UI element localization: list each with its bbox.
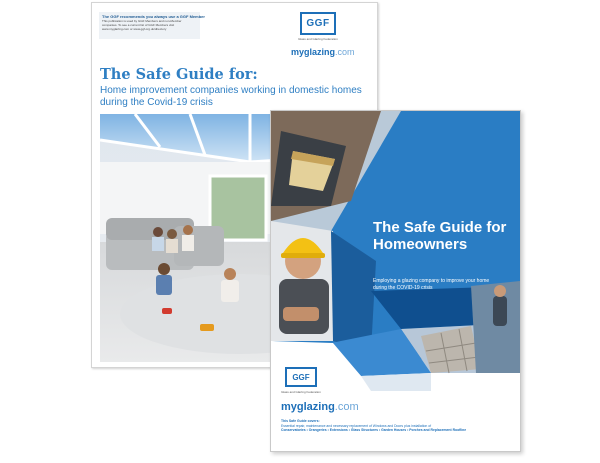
coverage-intro: This Safe Guide covers: [281, 419, 320, 423]
ggf-logo-icon [300, 12, 336, 35]
business-guide-subtitle: Home improvement companies working in domestic homes during the Covid-19 crisis [100, 85, 362, 108]
coverage-line-2: Conservatories • Orangeries • Extensions • Glass Structures • Garden Houses • Porches and Replacement Roofline [281, 428, 467, 433]
ggf-logo-subtitle: Glass and Glazing Federation [298, 37, 338, 41]
member-notice-box [99, 12, 205, 39]
myglazing-logo-tld: .com [334, 401, 359, 413]
homeowner-guide-title: The Safe Guide for Homeowners [373, 219, 507, 253]
business-guide-title: The Safe Guide for: [100, 66, 258, 83]
myglazing-logo-main: myglazing [291, 47, 336, 57]
member-notice-title: The GGF recommends you always use a GGF Member [102, 14, 205, 19]
window-fitter-photo [471, 281, 520, 373]
ggf-logo-subtitle: Glass and Glazing Federation [281, 390, 321, 394]
coverage-line-1: Essential repair, maintenance and necessary replacement of Windows and Doors plus installation of [281, 423, 432, 428]
myglazing-logo-main: myglazing [281, 401, 335, 413]
myglazing-logo-icon [291, 47, 355, 57]
myglazing-logo-icon [281, 401, 359, 413]
homeowner-guide-tagline: Employing a glazing company to improve your home during the COVID-19 crisis [373, 278, 490, 291]
ggf-logo-icon [285, 367, 317, 387]
worker-photo [279, 238, 329, 334]
ggf-logo-text: GGF [292, 372, 310, 382]
myglazing-logo-tld: .com [335, 47, 355, 57]
guide-coverage-footer [281, 419, 513, 433]
homeowner-guide-cover [270, 110, 521, 452]
ggf-logo-text: GGF [306, 18, 330, 29]
member-notice-body: This publication is used by GGF Members and non-Member companies. To see a current list of GGF Members visit www.myglazing.com or www.ggf.org.uk/directory [102, 19, 182, 31]
